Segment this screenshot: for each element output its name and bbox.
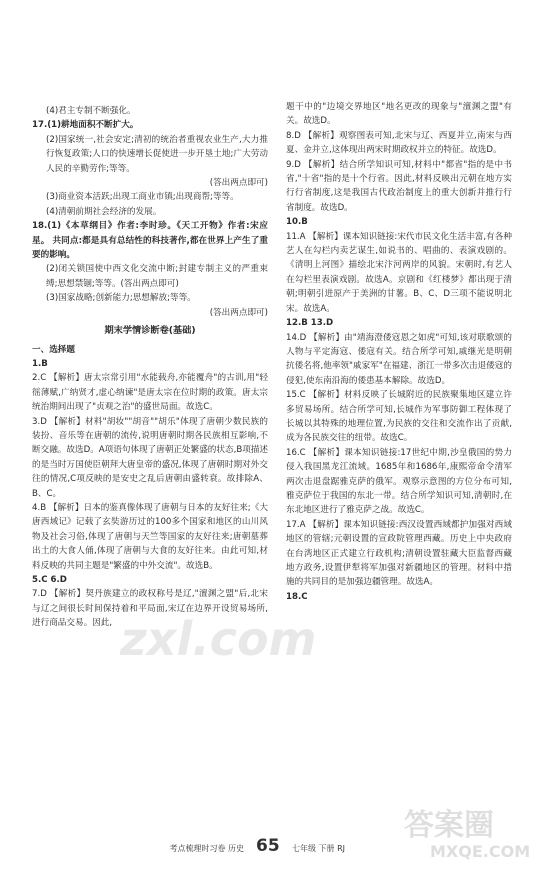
answer-line: 7.D 【解析】契丹族建立的政权称号是辽,"澶渊之盟"后,北宋与辽之间很长时间保持着和平局面,宋辽在边界开设贸易场所,进行商品交易。因此, — [32, 589, 268, 629]
watermark-logo: 答案圈 — [404, 808, 494, 843]
answer-line: 12.B 13.D — [286, 318, 334, 329]
answer-line: (2)闭关锁国使中西文化交流中断;封建专制主义的严重束缚;思想禁锢;等等。(答出两点即可) — [46, 264, 268, 289]
page-number: 65 — [256, 836, 280, 856]
answer-line: 1.B — [32, 358, 48, 369]
answer-line: 9.D 【解析】结合所学知识可知,材料中"都省"指的是中书省,"十省"指的是十个行省。因此,材料反映出元朝在地方实行行省制度,这是我国古代政治制度上的重大创新并推行行省制度。故选D。 — [286, 159, 512, 213]
answer-line: 18.C — [286, 591, 308, 602]
answer-line: 8.D 【解析】观察图表可知,北宋与辽、西夏并立,南宋与西夏、金并立,这体现出两宋时期政权并立的特征。故选D。 — [286, 130, 512, 156]
answer-line: 4.B 【解析】日本的鉴真像体现了唐朝与日本的友好往来;《大唐西域记》记载了玄奘游历过的100多个国家和地区的山川风物及社会习俗,体现了唐朝与天竺等国家的友好往来;唐朝墓葬出土的大食人俑,体现了唐朝与大食的友好往来。由此可知,材料反映的共同主题是"繁盛的中外交流"。故选B。 — [32, 502, 268, 571]
left-answers-block — [32, 357, 268, 631]
answer-line: 15.C 【解析】材料反映了长城附近的民族聚集地区建立许多贸易场所。结合所学可知,长城作为军事防御工程体现了长城以其特殊的地理位置,为民族的交往和交流作出了贡献,成为各民族交往的纽带。故选C。 — [286, 390, 512, 444]
right-answers-block — [286, 100, 512, 604]
footer-grade-info: 七年级 下册 RJ — [292, 844, 346, 853]
section-title: 期末学情诊断卷(基础) — [104, 325, 196, 337]
left-column — [32, 104, 268, 631]
answer-line: 17.A 【解析】课本知识链接:西汉设置西域都护加强对西域地区的管辖;元朝设置的宣政院管理西藏。历史上中央政府在台湾地区正式建立行政机构;清朝设置驻藏大臣监督西藏地方政务,设置伊犁将军加强对新疆地区的管理。材料中措施的共同目的是加强边疆管理。故选A。 — [286, 519, 512, 588]
watermark-left: zxl.com — [120, 612, 317, 666]
answer-line: (答出两点即可) — [209, 178, 268, 189]
footer-book-title: 考点梳理时习卷 历史 — [169, 844, 244, 853]
answer-line: (3)商业资本活跃;出现工商业市镇;出现商帮;等等。 — [46, 192, 239, 203]
answer-line: 题干中的"边境交界地区"地名更改的现象与"澶渊之盟"有关。故选D。 — [286, 102, 512, 127]
answer-line: (4)君主专制不断强化。 — [46, 106, 136, 116]
answer-line: (4)清朝前期社会经济的发展。 — [46, 206, 162, 217]
answer-line: 16.C 【解析】课本知识链接:17世纪中期,沙皇俄国的势力侵入我国黑龙江流域。1685年和1686年,康熙帝命令清军两次击退盘踞雅克萨的俄军。观察示意图的方位分布可知,雅克萨位于我国的东北一带。结合所学知识可知,清朝时,在东北地区进行了雅克萨之战。故选C。 — [286, 447, 512, 516]
answer-line: 11.A 【解析】课本知识链接:宋代市民文化生活丰富,有各种艺人在勾栏内卖艺谋生,如说书的、唱曲的、表演戏剧的。《清明上河图》描绘北宋汴河两岸的风貌。宋朝时,有艺人在勾栏里表演戏剧。故选A。京剧和《红楼梦》都出现于清朝;明朝引进原产于美洲的甘薯。B、C、D三项不能说明北宋。故选A。 — [286, 231, 512, 314]
answer-line: 18.(1)《本草纲目》作者:李时珍。《天工开物》作者:宋应星。 共同点:都是具有总结性的科技著作,都在世界上产生了重要的影响。 — [32, 221, 268, 261]
right-column — [286, 100, 512, 604]
answer-line: 5.C 6.D — [32, 575, 67, 585]
answer-line: (3)国家战略;创新能力;思想解放;等等。 — [46, 293, 196, 304]
answer-line: 17.(1)耕地面积不断扩大。 — [32, 120, 139, 131]
watermark-url: MXQE.COM — [430, 842, 531, 861]
answer-line: 10.B — [286, 217, 308, 228]
answer-line: 14.D 【解析】由"靖海澄倭寇恩之如虎"可知,该对联歌颂的人物与平定海寇、倭寇有关。结合所学可知,戚继光是明朝抗倭名将,他率领"戚家军"在福建、浙江一带多次击退倭寇的侵犯,使东南沿海的倭患基本解除。故选D。 — [286, 332, 512, 386]
answer-line: 2.C 【解析】唐太宗常引用"水能载舟,亦能覆舟"的古训,用"轻徭薄赋,广纳贤才,虚心纳谏"是唐太宗在位时期的政策。唐太宗统治期间出现了"贞观之治"的盛世局面。故选C。 — [32, 373, 268, 413]
subsection-title: 一、选择题 — [32, 344, 75, 355]
answer-line: 3.D 【解析】材料"胡妆""胡音""胡乐"体现了唐朝少数民族的装扮、音乐等在唐朝的流传,说明唐朝时期各民族相互影响,不断交融。故选D。A项语句体现了唐朝正处繁盛的状态,B项描述的是当时万国使臣朝拜大唐皇帝的盛况,体现了唐朝时期对外交往的情况,C项反映的是安史之乱后唐朝由盛转衰。故排除A、B、C。 — [32, 416, 268, 499]
page-footer — [0, 838, 534, 860]
answer-line: (答出两点即可) — [209, 307, 268, 318]
answer-line: (2)国家统一,社会安定;清初的统治者重视农业生产,大力推行恢复政策;人口的快速增长促使进一步开垦土地;广大劳动人民的辛勤劳作;等等。 — [46, 134, 268, 174]
left-top-block — [32, 104, 268, 320]
